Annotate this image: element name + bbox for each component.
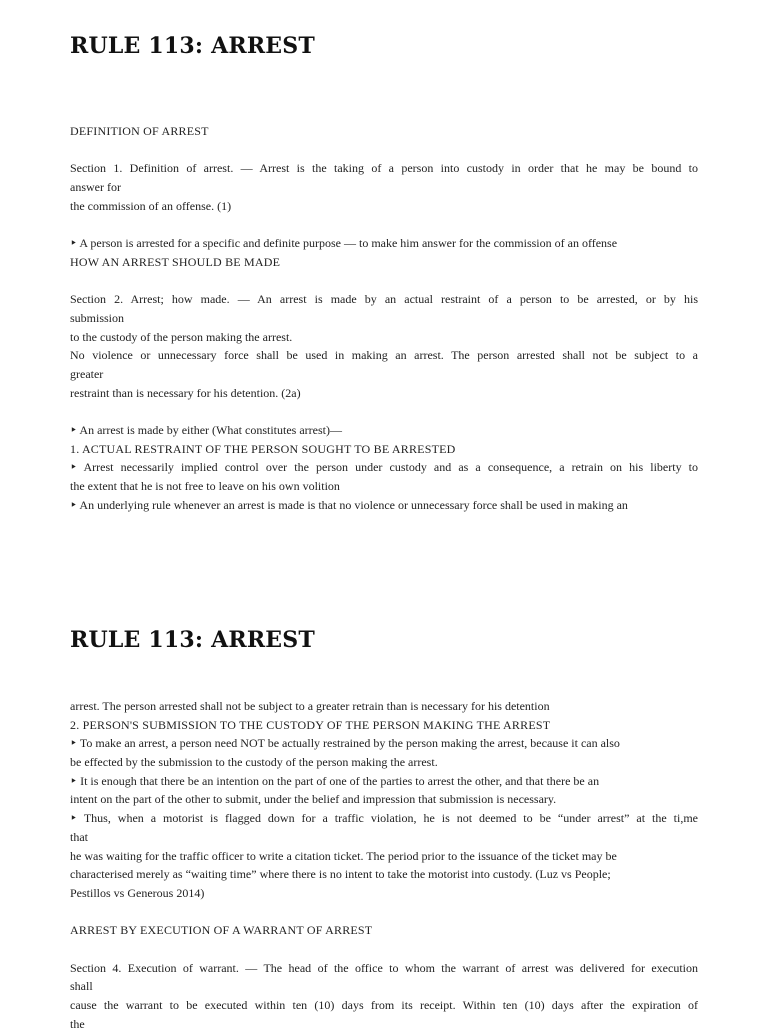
section-heading: HOW AN ARREST SHOULD BE MADE xyxy=(70,254,281,269)
text-line: arrest. The person arrested shall not be subject to a greater retrain than is necessary for his detention xyxy=(70,699,550,713)
text-line: intent on the part of the other to submit, under the belief and impression that submission is necessary. xyxy=(70,792,557,807)
text-line: the commission of an offense. (1) xyxy=(70,198,232,213)
spacer xyxy=(70,940,698,959)
text-line: cause the warrant to be executed within ten (10) days from its receipt. Within ten (10) days after the expiration of xyxy=(70,998,698,1012)
text-line: answer for xyxy=(70,180,121,195)
text-line: restraint than is necessary for his detention. (2a) xyxy=(70,385,301,400)
text-line: shall xyxy=(70,979,93,994)
text-line: that xyxy=(70,829,88,844)
section-heading: DEFINITION OF ARREST xyxy=(70,124,209,138)
text-line: the extent that he is not free to leave on his own volition xyxy=(70,479,340,494)
bullet-line: ‣ It is enough that there be an intention on the part of one of the parties to arrest the other, and that there be an xyxy=(70,773,600,788)
text-line: the xyxy=(70,1016,85,1031)
spacer xyxy=(70,903,698,922)
numbered-heading: 1. ACTUAL RESTRAINT OF THE PERSON SOUGHT TO BE ARRESTED xyxy=(70,441,456,456)
page-title: RULE 113: ARREST xyxy=(70,33,315,59)
spacer xyxy=(70,402,698,421)
text-line: Pestillos vs Generous 2014) xyxy=(70,885,205,900)
spacer xyxy=(70,272,698,291)
bullet-line: ‣ An underlying rule whenever an arrest is made is that no violence or unnecessary force shall be used in making an xyxy=(70,497,628,512)
section-heading: ARREST BY EXECUTION OF A WARRANT OF ARREST xyxy=(70,923,373,938)
bullet-line: ‣ A person is arrested for a specific and definite purpose — to make him answer for the commission of an offense xyxy=(70,236,618,251)
text-line: be effected by the submission to the custody of the person making the arrest. xyxy=(70,755,438,770)
bullet-line: ‣ Thus, when a motorist is flagged down for a traffic violation, he is not deemed to be “under arrest” at the ti,me xyxy=(70,811,698,826)
text-line: to the custody of the person making the arrest. xyxy=(70,329,293,344)
page-title: RULE 113: ARREST xyxy=(70,627,315,653)
bullet-line: ‣ An arrest is made by either (What constitutes arrest)— xyxy=(70,423,342,437)
document-body-page-1 xyxy=(70,122,698,514)
text-line: Section 1. Definition of arrest. — Arrest is the taking of a person into custody in order that he may be bound to xyxy=(70,161,698,176)
spacer xyxy=(70,141,698,160)
text-line: characterised merely as “waiting time” where there is no intent to take the motorist into custody. (Luz vs People; xyxy=(70,867,611,882)
bullet-line: ‣ Arrest necessarily implied control over the person under custody and as a consequence, a retrain on his liberty to xyxy=(70,460,698,475)
bullet-line: ‣ To make an arrest, a person need NOT be actually restrained by the person making the arrest, because it can also xyxy=(70,736,620,751)
numbered-heading: 2. PERSON'S SUBMISSION TO THE CUSTODY OF THE PERSON MAKING THE ARREST xyxy=(70,717,551,732)
text-line: No violence or unnecessary force shall be used in making an arrest. The person arrested shall not be subject to a xyxy=(70,348,698,363)
text-line: he was waiting for the traffic officer to write a citation ticket. The period prior to the issuance of the ticket may be xyxy=(70,848,617,863)
text-line: Section 4. Execution of warrant. — The head of the office to whom the warrant of arrest was delivered for execution xyxy=(70,960,698,975)
text-line: greater xyxy=(70,366,104,381)
text-line: submission xyxy=(70,310,125,325)
spacer xyxy=(70,215,698,234)
text-line: Section 2. Arrest; how made. — An arrest is made by an actual restraint of a person to be arrested, or by his xyxy=(70,292,698,307)
document-body-page-2 xyxy=(70,697,698,1033)
